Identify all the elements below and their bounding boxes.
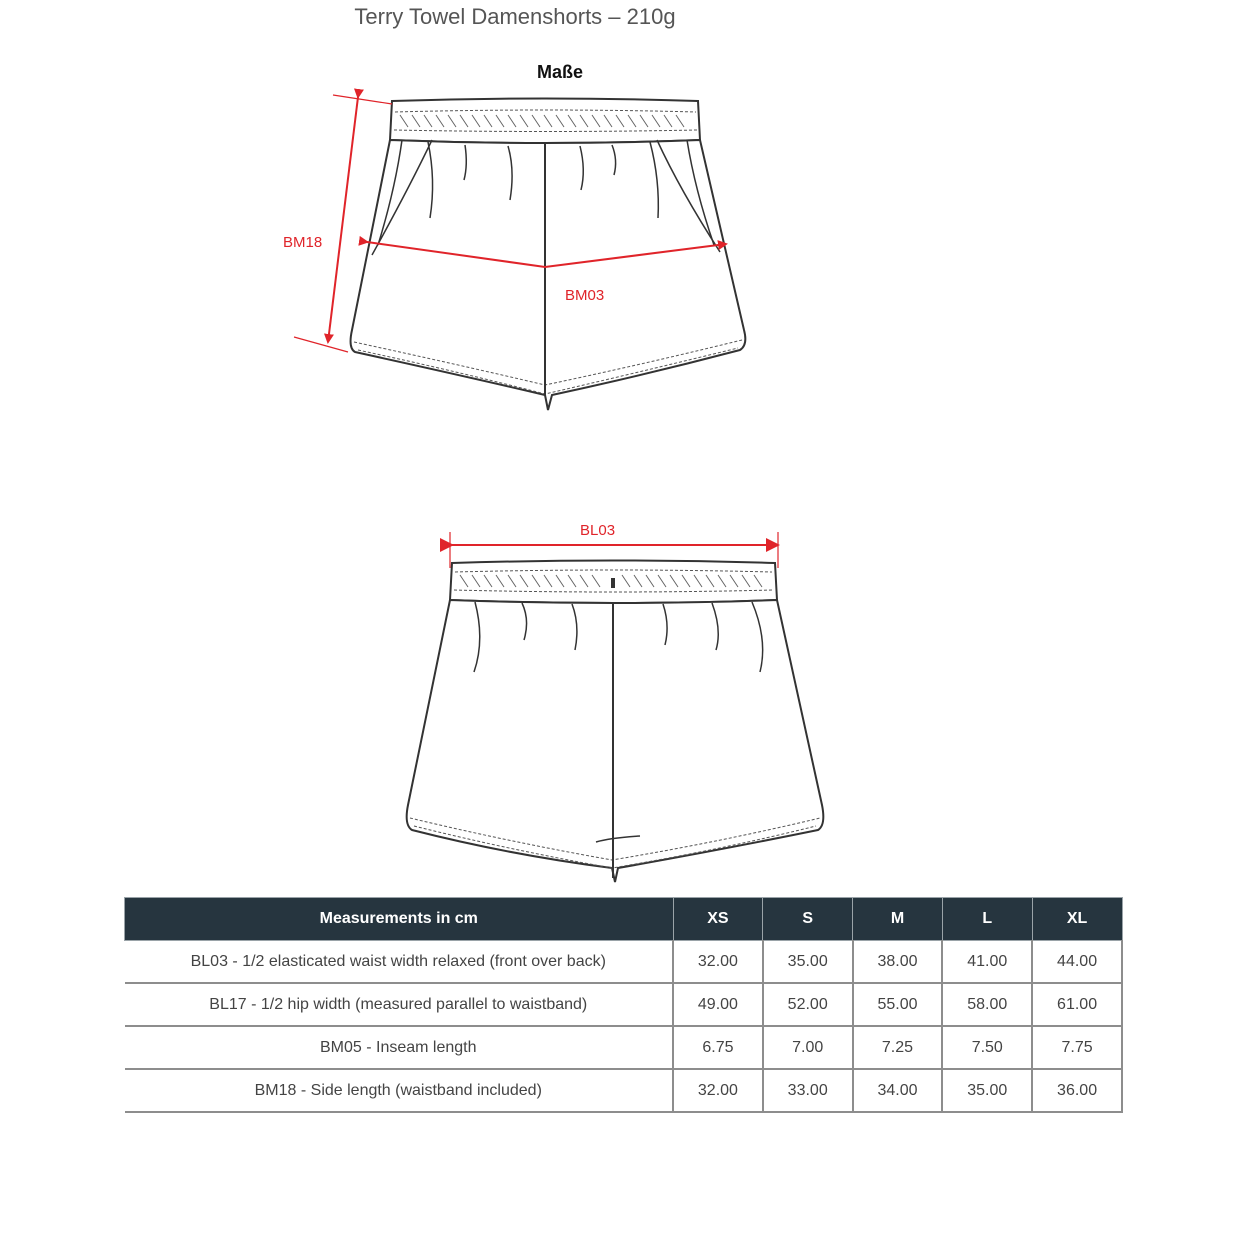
table-cell: 55.00 — [853, 983, 943, 1026]
table-row — [125, 1026, 1123, 1069]
table-row — [125, 983, 1123, 1026]
shorts-front-body — [351, 140, 746, 410]
table-cell: 58.00 — [942, 983, 1032, 1026]
table-row — [125, 1069, 1123, 1112]
table-cell: 35.00 — [942, 1069, 1032, 1112]
table-cell: 41.00 — [942, 941, 1032, 984]
table-cell: 34.00 — [853, 1069, 943, 1112]
column-header: S — [763, 898, 853, 941]
size-chart-table — [124, 897, 1123, 1113]
hip-width-label: BM03 — [565, 287, 605, 304]
page-title: Terry Towel Damenshorts – 210g — [354, 4, 676, 29]
table-cell: 61.00 — [1032, 983, 1122, 1026]
table-cell: 52.00 — [763, 983, 853, 1026]
waist-width-label: BL03 — [580, 522, 616, 539]
measurement-label: BM05 - Inseam length — [125, 1026, 674, 1069]
side-length-label: BM18 — [283, 234, 323, 251]
column-header: XS — [673, 898, 763, 941]
table-cell: 49.00 — [673, 983, 763, 1026]
waistband-front — [390, 99, 700, 144]
column-header: Measurements in cm — [125, 898, 674, 941]
table-row — [125, 941, 1123, 984]
table-cell: 7.00 — [763, 1026, 853, 1069]
measurement-label: BL03 - 1/2 elasticated waist width relaxed (front over back) — [125, 941, 674, 984]
table-cell: 32.00 — [673, 1069, 763, 1112]
shorts-front-diagram — [0, 0, 1250, 440]
table-cell: 7.50 — [942, 1026, 1032, 1069]
table-cell: 6.75 — [673, 1026, 763, 1069]
measurement-label: BL17 - 1/2 hip width (measured parallel to waistband) — [125, 983, 674, 1026]
table-cell: 44.00 — [1032, 941, 1122, 984]
table-cell: 7.25 — [853, 1026, 943, 1069]
table-header-row — [125, 898, 1123, 941]
column-header: M — [853, 898, 943, 941]
table-cell: 7.75 — [1032, 1026, 1122, 1069]
column-header: XL — [1032, 898, 1122, 941]
table-cell: 38.00 — [853, 941, 943, 984]
column-header: L — [942, 898, 1032, 941]
section-heading: Maße — [536, 62, 583, 82]
shorts-back-body — [407, 600, 824, 882]
measurement-label: BM18 - Side length (waistband included) — [125, 1069, 674, 1112]
table-cell: 33.00 — [763, 1069, 853, 1112]
shorts-back-diagram — [0, 500, 1250, 900]
table-cell: 36.00 — [1032, 1069, 1122, 1112]
table-cell: 32.00 — [673, 941, 763, 984]
table-cell: 35.00 — [763, 941, 853, 984]
side-length-arrow — [328, 97, 358, 342]
